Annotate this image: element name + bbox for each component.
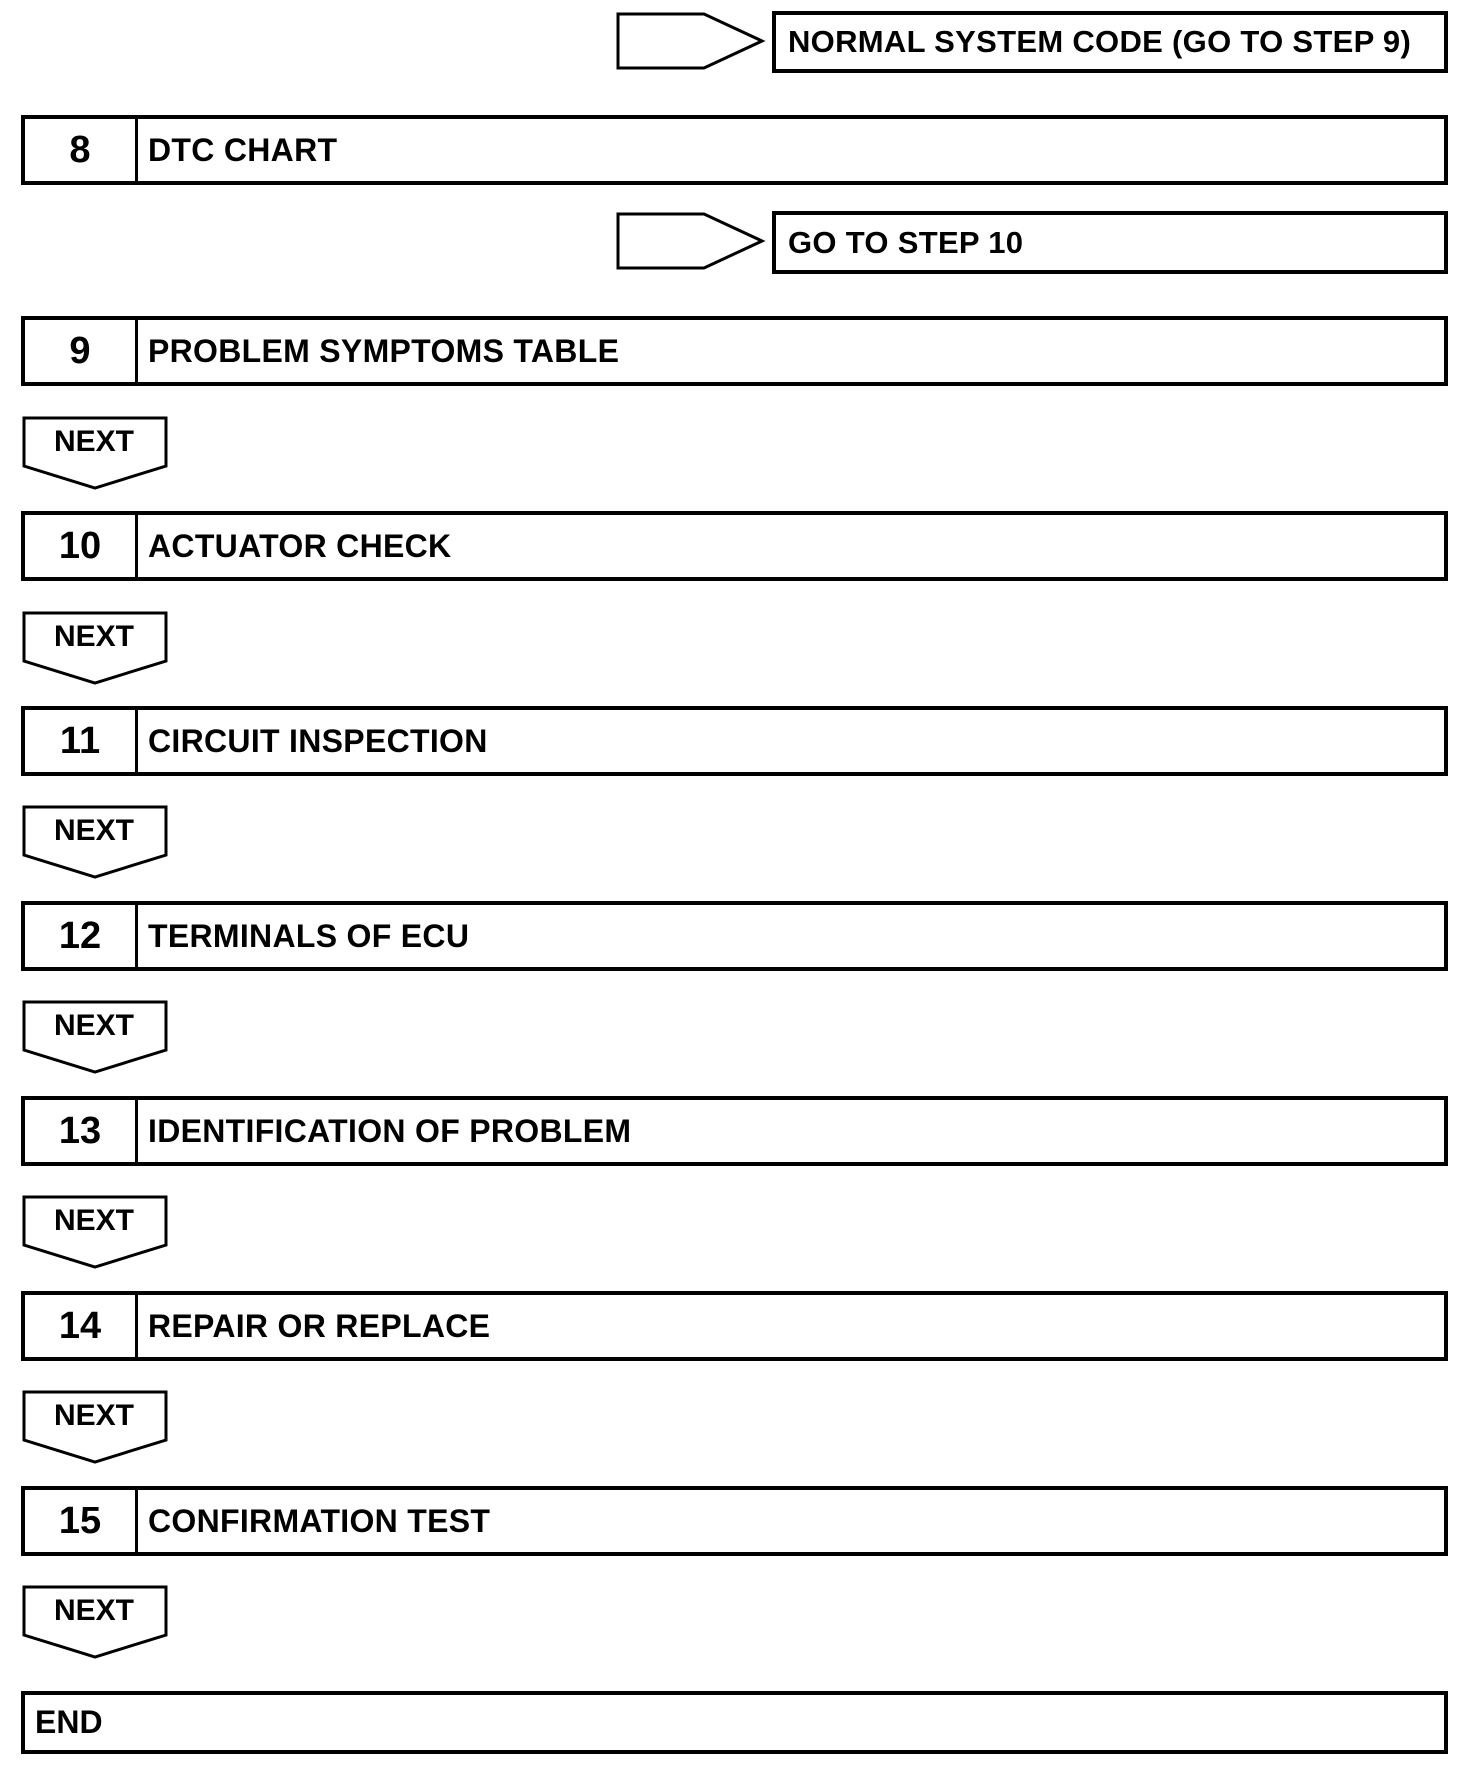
step-title: REPAIR OR REPLACE xyxy=(148,1307,491,1344)
step-15 xyxy=(21,1486,1448,1556)
step-number: 8 xyxy=(25,119,138,181)
step-13 xyxy=(21,1096,1448,1166)
step-number: 15 xyxy=(25,1490,138,1552)
step-title: TERMINALS OF ECU xyxy=(148,917,470,954)
step-number: 12 xyxy=(25,905,138,967)
step-title: CONFIRMATION TEST xyxy=(148,1502,491,1539)
result-normal-system-code xyxy=(772,11,1448,73)
step-title: CIRCUIT INSPECTION xyxy=(148,722,488,759)
end-label: END xyxy=(35,1704,103,1740)
next-arrow xyxy=(22,611,168,685)
step-10 xyxy=(21,511,1448,581)
next-label: NEXT xyxy=(53,425,134,458)
step-number: 9 xyxy=(25,320,138,382)
next-label: NEXT xyxy=(53,1009,134,1042)
end-box xyxy=(21,1691,1448,1754)
step-title: PROBLEM SYMPTOMS TABLE xyxy=(148,332,620,369)
result-go-to-step-10-label: GO TO STEP 10 xyxy=(788,224,1024,260)
step-title: IDENTIFICATION OF PROBLEM xyxy=(148,1112,632,1149)
step-9 xyxy=(21,316,1448,386)
next-arrow xyxy=(22,1585,168,1659)
step-number: 13 xyxy=(25,1100,138,1162)
next-arrow xyxy=(22,1195,168,1269)
next-label: NEXT xyxy=(53,620,134,653)
next-label: NEXT xyxy=(53,814,134,847)
step-8 xyxy=(21,115,1448,185)
next-arrow xyxy=(22,416,168,490)
step-title: ACTUATOR CHECK xyxy=(148,527,452,564)
step-11 xyxy=(21,706,1448,776)
next-arrow xyxy=(22,1390,168,1464)
step-14 xyxy=(21,1291,1448,1361)
step-number: 14 xyxy=(25,1295,138,1357)
next-arrow xyxy=(22,805,168,879)
result-go-to-step-10 xyxy=(772,211,1448,274)
step-12 xyxy=(21,901,1448,971)
result-arrow-icon xyxy=(616,212,766,270)
step-title: DTC CHART xyxy=(148,131,338,168)
next-arrow xyxy=(22,1000,168,1074)
next-label: NEXT xyxy=(53,1204,134,1237)
next-label: NEXT xyxy=(53,1399,134,1432)
step-number: 10 xyxy=(25,515,138,577)
step-number: 11 xyxy=(25,710,138,772)
result-arrow-icon xyxy=(616,12,766,70)
result-normal-system-code-label: NORMAL SYSTEM CODE (GO TO STEP 9) xyxy=(788,24,1412,59)
next-label: NEXT xyxy=(53,1594,134,1627)
